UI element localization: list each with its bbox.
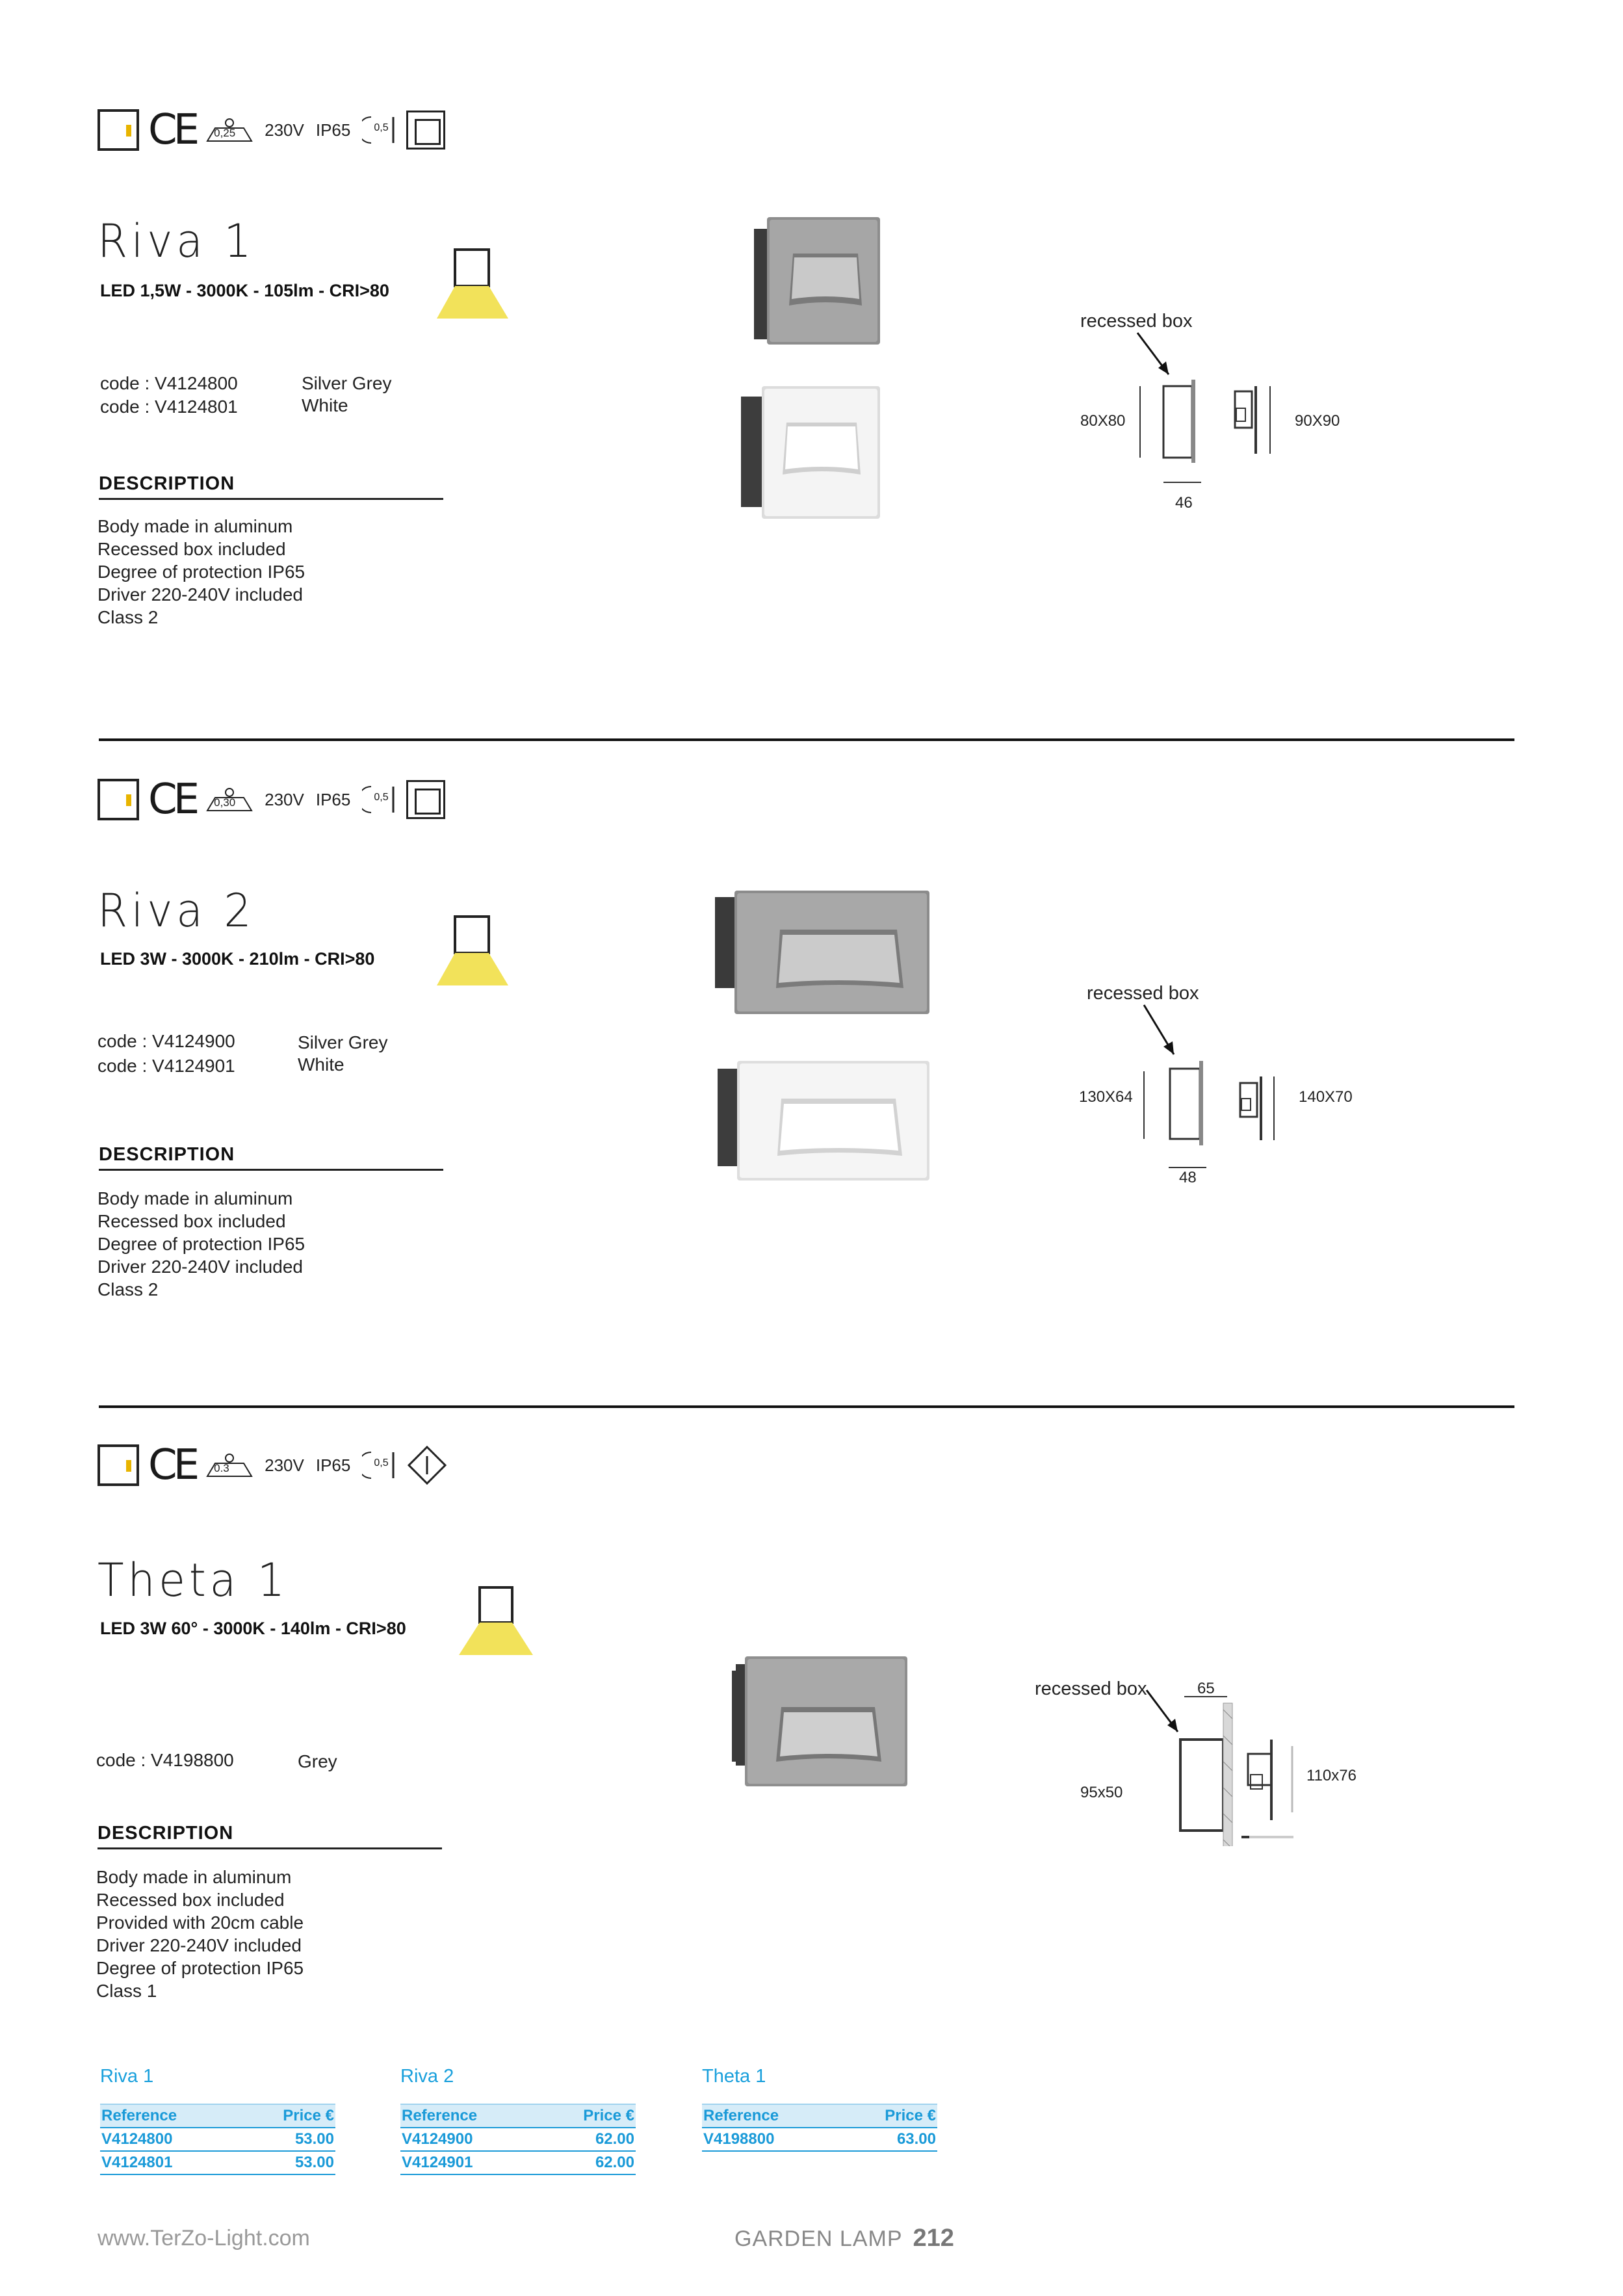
dimension-label: 65 bbox=[1197, 1680, 1215, 1697]
section-separator bbox=[99, 738, 1514, 741]
product-title: Riva 2 bbox=[97, 884, 255, 937]
product-photo-white bbox=[708, 1053, 936, 1190]
distance-icon: 0,5 bbox=[362, 1450, 397, 1481]
product-title: Riva 1 bbox=[97, 215, 255, 268]
recessed-box-label: recessed box bbox=[1087, 983, 1199, 1004]
class-1-icon bbox=[406, 1444, 448, 1486]
description-rule bbox=[99, 1169, 443, 1171]
price-table bbox=[702, 2104, 937, 2152]
table-row: V4124801 53.00 bbox=[100, 2152, 335, 2175]
product-photo-silver bbox=[741, 215, 884, 358]
class-2-icon bbox=[406, 111, 445, 150]
beam-angle-icon bbox=[435, 915, 520, 987]
beam-angle-icon bbox=[455, 1586, 539, 1658]
product-photo-grey bbox=[721, 1651, 916, 1794]
footer-page-info bbox=[734, 2224, 954, 2252]
product-code: code : V4124900 bbox=[97, 1031, 235, 1051]
table-row: V4198800 63.00 bbox=[702, 2128, 937, 2152]
dimension-label: 140X70 bbox=[1299, 1088, 1353, 1106]
footer-category: GARDEN LAMP bbox=[734, 2226, 903, 2251]
product-finish: White bbox=[302, 395, 348, 415]
footer-website-link[interactable]: www.TerZo-Light.com bbox=[97, 2226, 310, 2250]
product-title: Theta 1 bbox=[97, 1554, 289, 1607]
beam-angle-icon bbox=[435, 248, 520, 320]
product-finish: Silver Grey bbox=[302, 373, 392, 393]
price-table-header: Reference Price € bbox=[702, 2104, 937, 2128]
wattage-icon: 0,30 bbox=[206, 787, 253, 812]
dimension-label: 48 bbox=[1179, 1169, 1197, 1186]
product-spec: LED 3W - 3000K - 210lm - CRI>80 bbox=[100, 949, 375, 969]
technical-drawing bbox=[1131, 1004, 1287, 1179]
dimension-label: 46 bbox=[1175, 494, 1193, 512]
dimension-label: 90X90 bbox=[1295, 412, 1340, 430]
wattage-icon: 0,25 bbox=[206, 118, 253, 142]
class-2-icon bbox=[406, 780, 445, 819]
ip-rating-label: IP65 bbox=[315, 1455, 351, 1475]
table-row: V4124901 62.00 bbox=[400, 2152, 636, 2175]
distance-icon: 0,5 bbox=[362, 784, 397, 815]
product-finish: Grey bbox=[298, 1751, 337, 1771]
description-heading: DESCRIPTION bbox=[97, 1823, 234, 1844]
description-rule bbox=[97, 1847, 442, 1849]
technical-drawing bbox=[1144, 1677, 1326, 1846]
certification-icons bbox=[97, 775, 445, 824]
product-code: code : V4124901 bbox=[97, 1056, 235, 1076]
ce-mark-icon: CE bbox=[148, 1441, 196, 1489]
product-code: code : V4124801 bbox=[100, 397, 238, 417]
dimension-label: 130X64 bbox=[1079, 1088, 1133, 1106]
product-code: code : V4124800 bbox=[100, 373, 238, 393]
ip-rating-label: IP65 bbox=[315, 120, 351, 140]
certification-icons bbox=[97, 105, 445, 155]
certification-icons bbox=[97, 1441, 448, 1490]
product-photo-white bbox=[721, 377, 884, 527]
led-lamp-icon bbox=[97, 779, 139, 820]
description-text: Body made in aluminum Recessed box included Degree of protection IP65 Driver 220-240V included Class 2 bbox=[97, 516, 305, 627]
table-row: V4124900 62.00 bbox=[400, 2128, 636, 2152]
page-number: 212 bbox=[913, 2224, 954, 2252]
voltage-label: 230V bbox=[265, 1455, 304, 1475]
voltage-label: 230V bbox=[265, 789, 304, 809]
description-heading: DESCRIPTION bbox=[99, 1144, 235, 1165]
recessed-box-label: recessed box bbox=[1035, 1678, 1147, 1699]
description-heading: DESCRIPTION bbox=[99, 473, 235, 494]
dimension-label: 95x50 bbox=[1080, 1784, 1123, 1801]
product-finish: Silver Grey bbox=[298, 1032, 388, 1052]
technical-drawing bbox=[1131, 332, 1287, 501]
description-text: Body made in aluminum Recessed box included Degree of protection IP65 Driver 220-240V included Class 2 bbox=[97, 1188, 305, 1299]
product-spec: LED 3W 60° - 3000K - 140lm - CRI>80 bbox=[100, 1619, 406, 1638]
price-table-title: Riva 1 bbox=[100, 2066, 154, 2087]
product-photo-silver bbox=[708, 884, 936, 1021]
ce-mark-icon: CE bbox=[148, 106, 196, 154]
product-code: code : V4198800 bbox=[96, 1750, 234, 1770]
voltage-label: 230V bbox=[265, 120, 304, 140]
dimension-label: 110x76 bbox=[1306, 1767, 1357, 1784]
description-text: Body made in aluminum Recessed box included Provided with 20cm cable Driver 220-240V included Degree of protection IP65 Class 1 bbox=[96, 1867, 304, 2001]
description-rule bbox=[99, 498, 443, 500]
table-row: V4124800 53.00 bbox=[100, 2128, 335, 2152]
price-table-title: Riva 2 bbox=[400, 2066, 454, 2087]
ip-rating-label: IP65 bbox=[315, 789, 351, 809]
price-table bbox=[400, 2104, 636, 2175]
price-table bbox=[100, 2104, 335, 2175]
price-table-header: Reference Price € bbox=[100, 2104, 335, 2128]
led-lamp-icon bbox=[97, 109, 139, 151]
price-table-header: Reference Price € bbox=[400, 2104, 636, 2128]
product-spec: LED 1,5W - 3000K - 105lm - CRI>80 bbox=[100, 281, 389, 300]
section-separator bbox=[99, 1405, 1514, 1408]
wattage-icon: 0.3 bbox=[206, 1453, 253, 1478]
price-table-title: Theta 1 bbox=[702, 2066, 766, 2087]
led-lamp-icon bbox=[97, 1444, 139, 1486]
product-finish: White bbox=[298, 1054, 344, 1075]
dimension-label: 80X80 bbox=[1080, 412, 1126, 430]
ce-mark-icon: CE bbox=[148, 776, 196, 824]
distance-icon: 0,5 bbox=[362, 114, 397, 146]
recessed-box-label: recessed box bbox=[1080, 311, 1193, 332]
